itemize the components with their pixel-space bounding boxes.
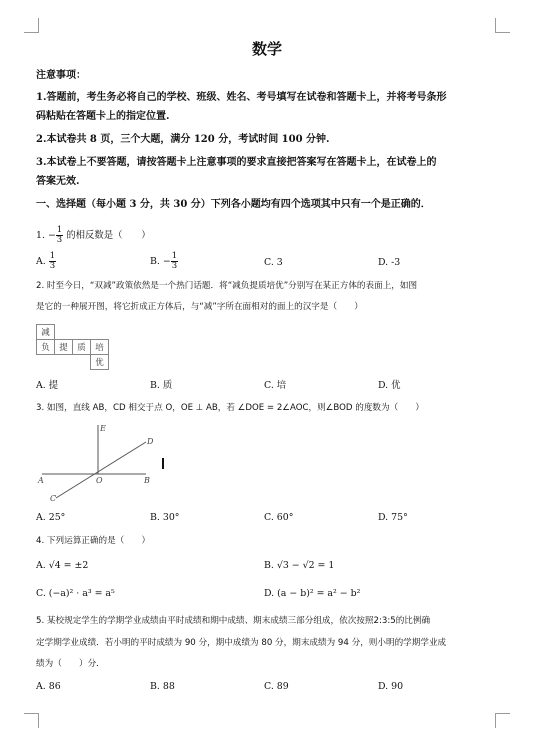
question-5-line: 绩为（ ）分．	[36, 659, 105, 669]
numerator: 1	[56, 225, 63, 235]
question-2-line: 2. 时至今日，“双减”政策依然是一个热门话题．将“减负提质培优”分别写在某正方体的表面上，如图	[36, 281, 418, 291]
net-cell: 质	[73, 340, 91, 355]
fraction	[49, 252, 56, 271]
option-b: B. √3 − √2 = 1	[264, 560, 335, 571]
numerator: 1	[49, 251, 56, 261]
fraction	[56, 226, 63, 245]
denominator: 3	[49, 261, 56, 271]
fraction	[171, 252, 178, 271]
question-stem: 的相反数是（ ）	[66, 230, 151, 241]
denominator: 3	[56, 235, 63, 245]
notice-line: 码粘贴在答题卡上的指定位置.	[36, 111, 170, 122]
line-cd	[56, 442, 146, 498]
net-cell: 培	[91, 340, 109, 355]
label-d: D	[147, 437, 154, 446]
option-label: B.	[150, 256, 160, 267]
option-c: C. 3	[264, 257, 283, 268]
option-b: B. 88	[150, 681, 175, 692]
question-5-line: 定学期学业成绩．若小明的平时成绩为 90 分，期中成绩为 80 分，期末成绩为 94 分，则小明的学期学业成	[36, 638, 447, 648]
option-a: A. √4 = ±2	[36, 560, 89, 571]
option-a: A. 25°	[36, 512, 66, 523]
net-cell: 提	[55, 340, 73, 355]
option-b: B. 30°	[150, 512, 180, 523]
cube-net-figure	[36, 324, 109, 370]
crop-mark-bottom-left	[24, 713, 39, 728]
net-cell: 优	[91, 355, 109, 370]
intersecting-lines-figure	[34, 422, 164, 502]
option-d: D. 优	[378, 380, 401, 391]
option-b: B. 质	[150, 380, 173, 391]
notice-heading: 注意事项：	[36, 70, 86, 81]
label-o: O	[96, 476, 103, 485]
question-3-stem: 3. 如图，直线 AB，CD 相交于点 O，OE ⊥ AB，若 ∠DOE = 2∠AOC，则∠BOD 的度数为（ ）	[36, 403, 424, 413]
crop-mark-top-left	[24, 18, 39, 33]
question-5-line: 5. 某校规定学生的学期学业成绩由平时成绩和期中成绩、期末成绩三部分组成，依次按照2:3:5的比例确	[36, 616, 431, 626]
minus-sign: −	[47, 230, 56, 241]
option-a: A. 86	[36, 681, 61, 692]
minus-sign: −	[162, 256, 171, 267]
option-a	[36, 252, 56, 271]
crop-mark-top-right	[495, 18, 510, 33]
option-d: D. -3	[378, 257, 401, 268]
question-number: 1.	[36, 230, 45, 241]
label-c: C	[50, 494, 57, 502]
notice-line: 2.本试卷共 8 页，三个大题，满分 120 分，考试时间 100 分钟.	[36, 134, 330, 145]
question-1	[36, 226, 151, 245]
net-cell: 负	[37, 340, 55, 355]
label-a: A	[38, 476, 44, 485]
option-a: A. 提	[36, 380, 59, 391]
option-c: C. (−a)² · a³ = a⁵	[36, 588, 115, 599]
crop-mark-bottom-right	[495, 713, 510, 728]
denominator: 3	[171, 261, 178, 271]
notice-line: 3.本试卷上不要答题，请按答题卡上注意事项的要求直接把答案写在答题卡上，在试卷上的	[36, 157, 437, 168]
label-b: B	[144, 476, 150, 485]
text-cursor	[162, 458, 164, 469]
question-2-line: 是它的一种展开图，将它折成正方体后，与“减”字所在面相对的面上的汉字是（ ）	[36, 302, 363, 312]
option-c: C. 89	[264, 681, 289, 692]
question-4-stem: 4. 下列运算正确的是（ ）	[36, 536, 151, 546]
section-heading: 一、选择题（每小题 3 分，共 30 分）下列各小题均有四个选项其中只有一个是正确的．	[36, 199, 431, 210]
option-d: D. 75°	[378, 512, 408, 523]
net-cell: 减	[37, 325, 55, 340]
page-title: 数学	[251, 40, 282, 58]
option-c: C. 培	[264, 380, 287, 391]
option-b	[150, 252, 178, 271]
option-label: A.	[36, 256, 46, 267]
notice-line: 1.答题前，考生务必将自己的学校、班级、姓名、考号填写在试卷和答题卡上，并将考号条形	[36, 92, 447, 103]
option-c: C. 60°	[264, 512, 294, 523]
option-d: D. 90	[378, 681, 404, 692]
numerator: 1	[171, 251, 178, 261]
notice-line: 答案无效.	[36, 176, 80, 187]
label-e: E	[100, 424, 106, 433]
option-d: D. (a − b)² = a² − b²	[264, 588, 361, 599]
